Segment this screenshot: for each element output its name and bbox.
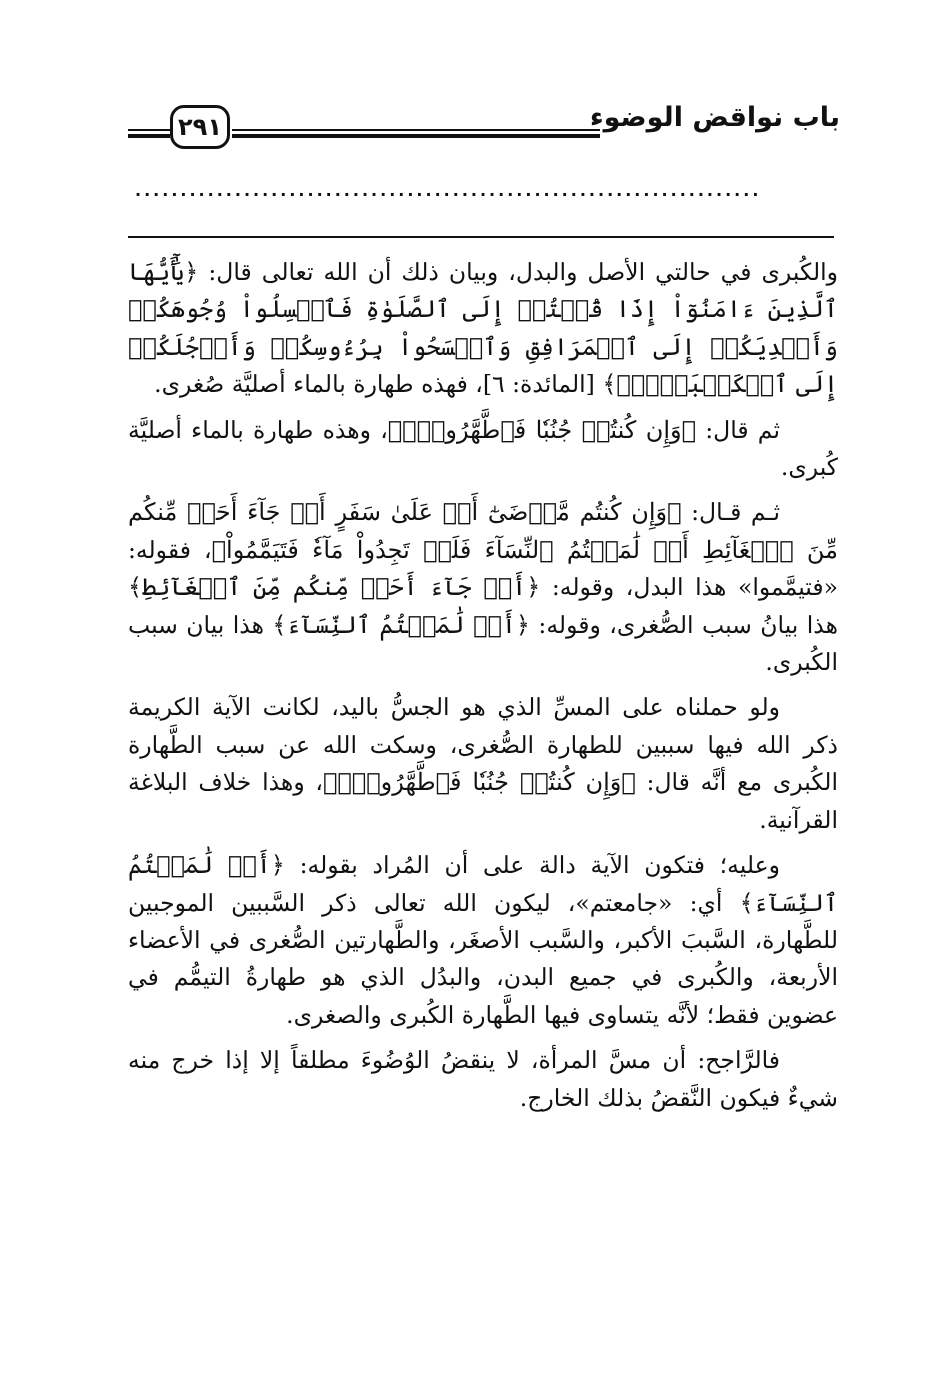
paragraph-text: ، وهذا خلاف البلاغة القرآنية. xyxy=(128,768,838,834)
paragraph-5 xyxy=(128,847,838,1034)
quran-quote: ﴿وَإِن كُنتُم مَّرۡضَىٰٓ أَوۡ عَلَىٰ سَفَرٍ أَوۡ جَآءَ أَحَدٞ مِّنكُم مِّنَ ٱلۡغَآئِطِ أَوۡ لَٰمَسۡتُمُ ٱلنِّسَآءَ فَلَمۡ تَجِدُواْ مَآءٗ فَتَيَمَّمُواْ﴾ xyxy=(128,498,838,564)
paragraph-2 xyxy=(128,412,838,487)
dotted-separator: ..................................................................... xyxy=(135,184,762,198)
paragraph-text: ثم قال: xyxy=(696,415,780,444)
header-rule-left xyxy=(128,129,170,141)
paragraph-text: ولو حملناه على المسِّ الذي هو الجسُّ باليد، لكانت الآية الكريمة ذكر الله فيها سببين للطهارة الصُّغرى، وسكت الله عن سبب الطَّهارة الكُبرى مع أنَّه قال: xyxy=(128,693,839,797)
quran-quote: ﴿أَوۡ لَٰمَسۡتُمُ ٱلنِّسَآءَ﴾ xyxy=(128,851,838,917)
paragraph-6 xyxy=(128,1042,838,1117)
quran-quote: ﴿وَإِن كُنتُمۡ جُنُبٗا فَٱطَّهَّرُواْۚ﴾ xyxy=(387,415,696,444)
paragraph-text: [المائدة: ٦]، فهذه طهارة بالماء أصليَّة صُغرى. xyxy=(154,370,603,399)
header-rule-right xyxy=(232,129,600,141)
paragraph-3 xyxy=(128,494,838,681)
page-header xyxy=(128,95,840,153)
paragraph-text: فالرَّاجح: أن مسَّ المرأة، لا ينقضُ الوُضُوءَ مطلقاً إلا إذا خرج منه شيءٌ فيكون النَّقضُ بذلك الخارج. xyxy=(128,1046,838,1112)
page-body xyxy=(128,254,838,1125)
paragraph-text: ثـم قـال: xyxy=(681,498,780,527)
paragraph-text: والكُبرى في حالتي الأصل والبدل، وبيان ذلك أن الله تعالى قال: xyxy=(198,258,838,286)
quran-quote: ﴿أَوۡ جَآءَ أَحَدٞ مِّنكُم مِّنَ ٱلۡغَآئِطِ﴾ xyxy=(128,573,541,602)
paragraph-text: هذا بيان سبب الكُبرى. xyxy=(128,610,838,677)
paragraph-text: أي: «جامعتم»، ليكون الله تعالى ذكر السَّببين الموجبين للطَّهارة، السَّببَ الأكبر، والسَّبب الأصغَر، والطَّهارتين الصُّغرى في الأعضاء الأربعة، والكُبرى في جميع البدن، والبدُل الذي هو طهارةُ التيمُّم في عضوين فقط؛ لأنَّه يتساوى فيها الطَّهارة الكُبرى والصغرى. xyxy=(128,888,838,1029)
page-number: ٢٩١ xyxy=(170,105,230,149)
chapter-title: باب نواقض الوضوء xyxy=(589,102,840,133)
quran-quote: ﴿يَٰٓأَيُّهَا ٱلَّذِينَ ءَامَنُوٓاْ إِذَا قُمۡتُمۡ إِلَى ٱلصَّلَوٰةِ فَٱغۡسِلُواْ وُجُوهَكُمۡ وَأَيۡدِيَكُمۡ إِلَى ٱلۡمَرَافِقِ وَٱمۡسَحُواْ بِرُءُوسِكُمۡ وَأَرۡجُلَكُمۡ إِلَى ٱلۡكَعۡبَيۡنِۚ﴾ xyxy=(128,258,838,399)
paragraph-4 xyxy=(128,689,838,839)
separator-rule xyxy=(128,236,834,238)
paragraph-1 xyxy=(128,254,838,404)
quran-quote: ﴿أَوۡ لَٰمَسۡتُمُ ٱلنِّسَآءَ﴾ xyxy=(272,610,530,639)
paragraph-text: وعليه؛ فتكون الآية دالة على أن المُراد بقوله: xyxy=(284,851,780,880)
paragraph-text: ، فقوله: «فتيمَّموا» هذا البدل، وقوله: xyxy=(128,535,838,602)
quran-quote: ﴿وَإِن كُنتُمۡ جُنُبٗا فَٱطَّهَّرُواْۚ﴾ xyxy=(323,768,636,797)
paragraph-text: هذا بيانُ سبب الصُّغرى، وقوله: xyxy=(530,610,838,639)
paragraph-text: ، وهذه طهارة بالماء أصليَّة كُبرى. xyxy=(128,415,838,482)
